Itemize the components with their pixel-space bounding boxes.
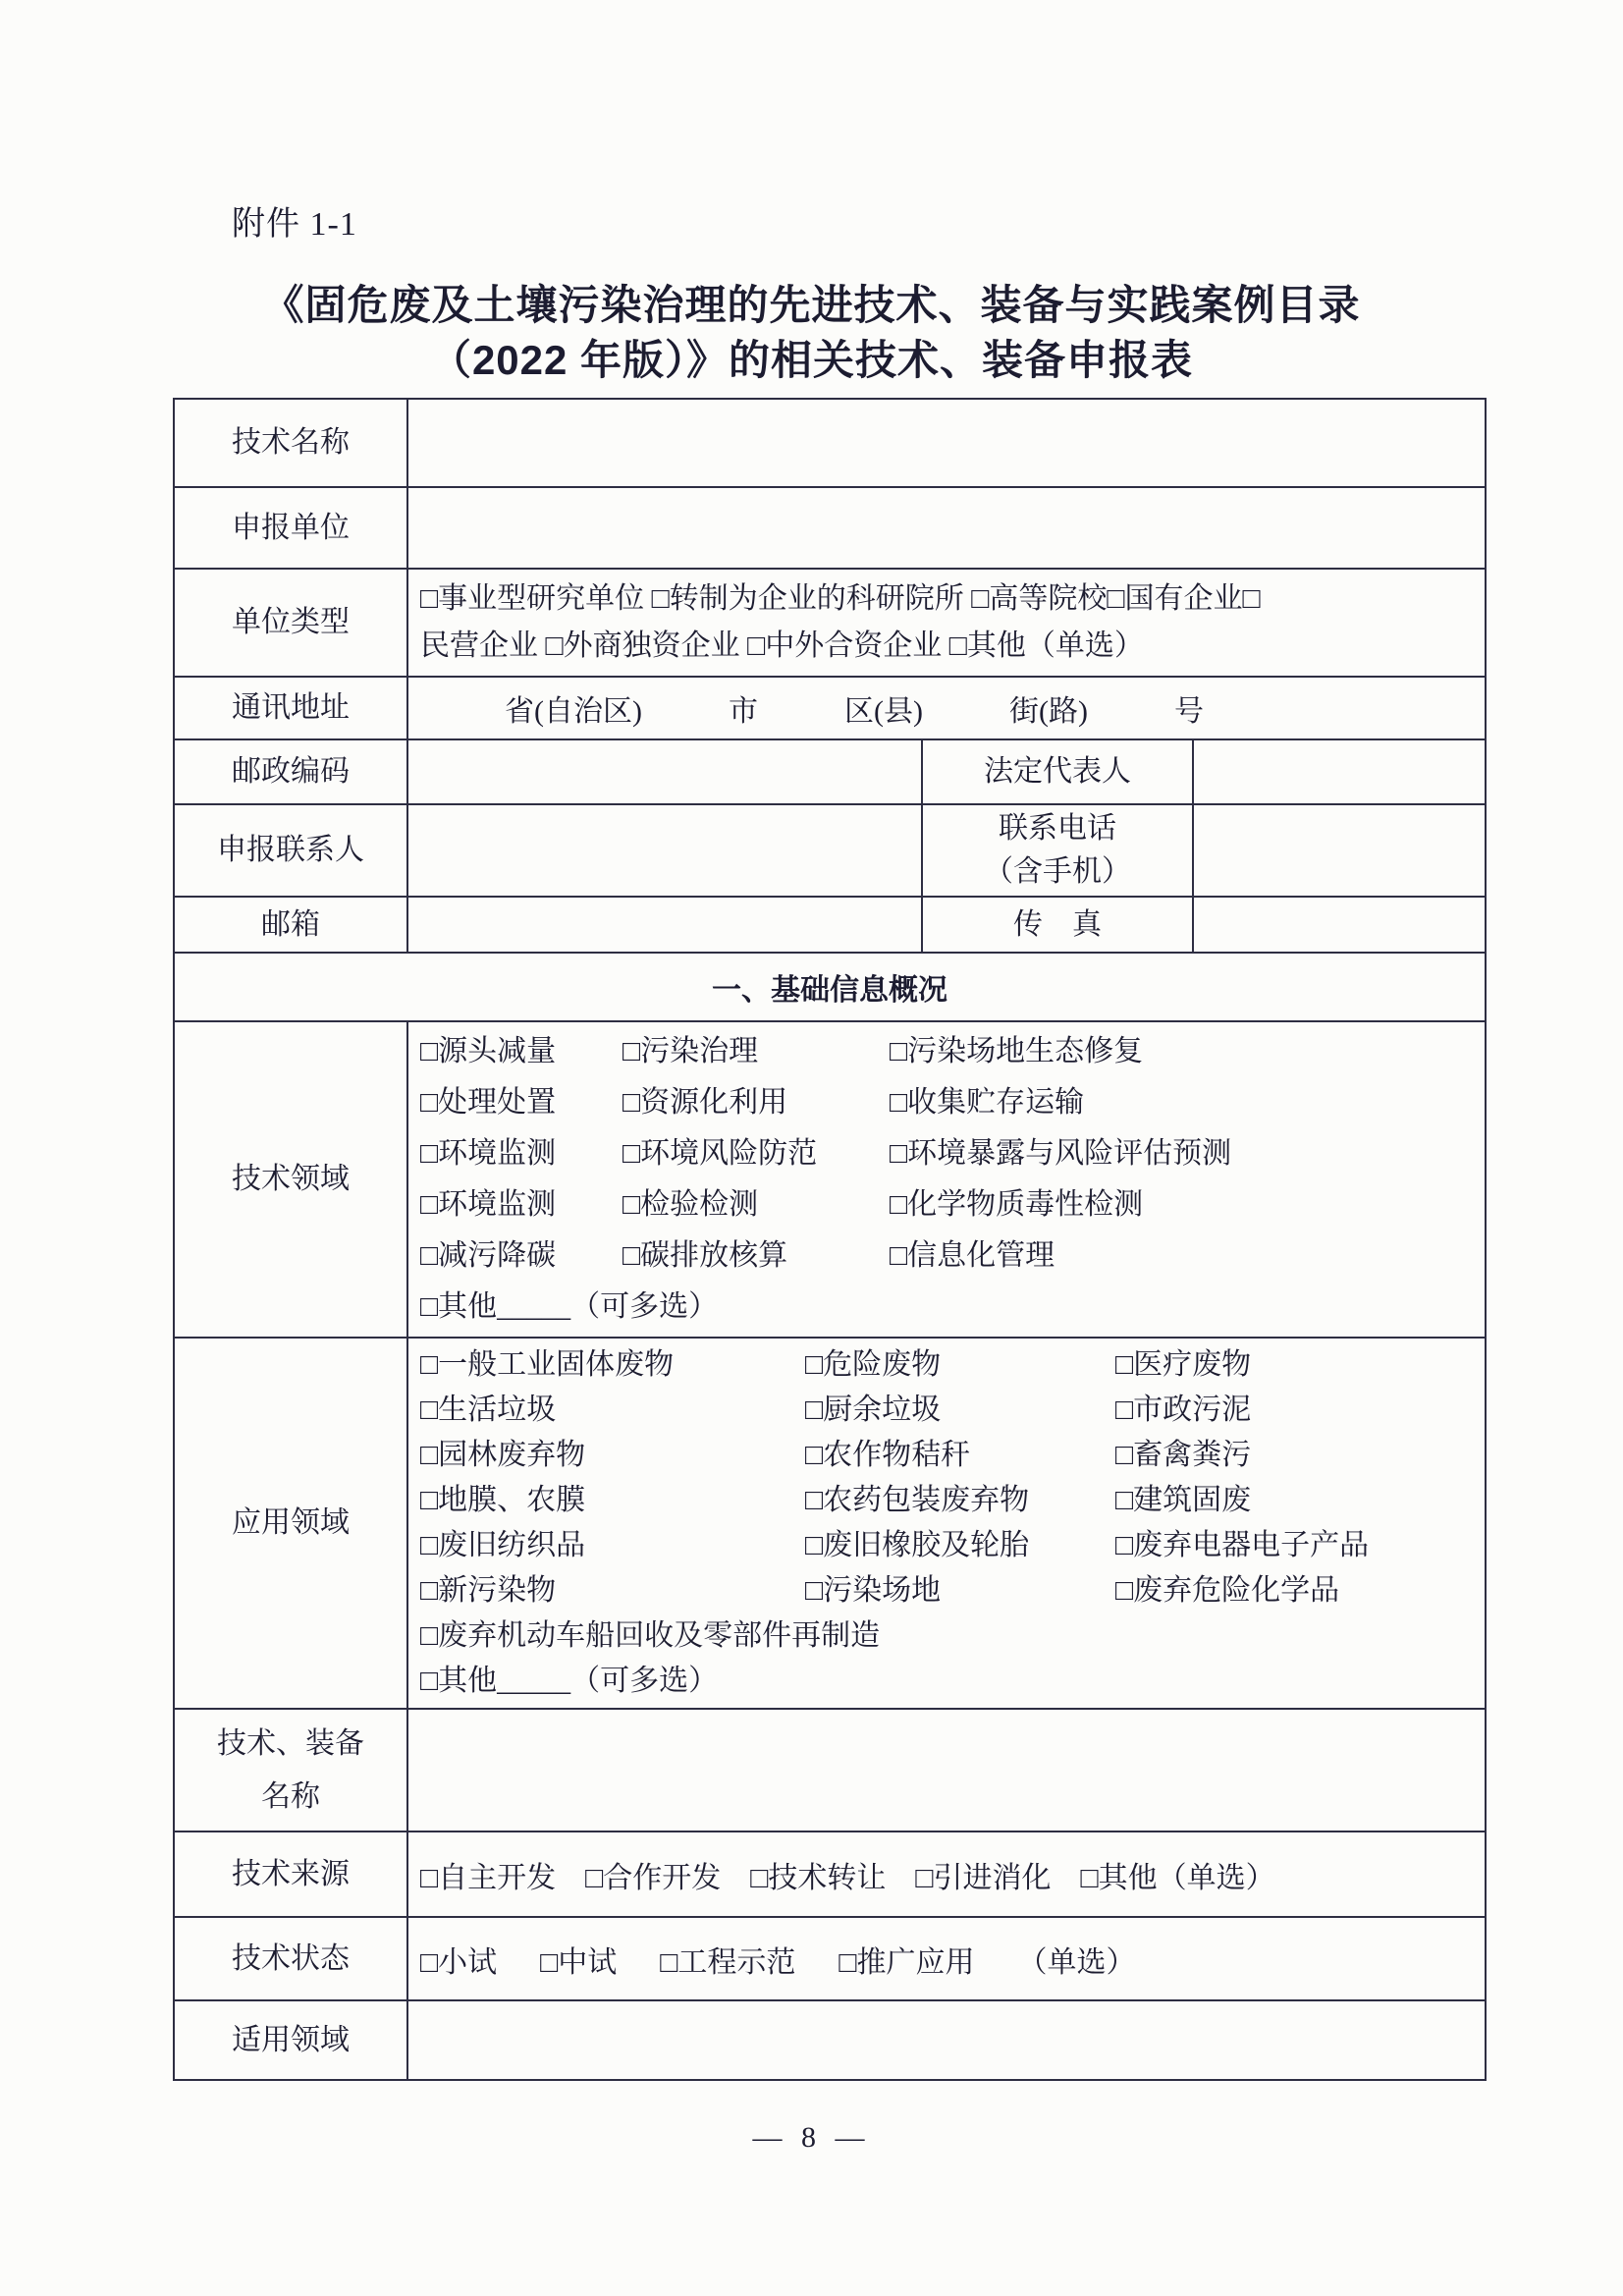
legal-rep-value-cell: [1193, 739, 1486, 804]
checkbox-option: □环境风险防范: [622, 1137, 818, 1170]
checkbox-option: □废旧纺织品: [420, 1529, 586, 1561]
checkbox-option: □碳排放核算: [622, 1239, 788, 1272]
checkbox-option: □资源化利用: [622, 1086, 788, 1119]
checkbox-option: □环境暴露与风险评估预测: [890, 1137, 1232, 1170]
attachment-label: 附件 1-1: [232, 206, 357, 243]
checkbox-option: □检验检测: [622, 1188, 759, 1221]
contact-value-cell: [407, 804, 922, 897]
checkbox-option: □减污降碳: [420, 1239, 557, 1272]
checkbox-option-row: [420, 1026, 1473, 1077]
tech-field-label: 技术领域: [174, 1021, 407, 1338]
row-tech-equip-name: [174, 1709, 1486, 1831]
legal-rep-label: 法定代表人: [922, 739, 1193, 804]
unit-type-label: 单位类型: [174, 569, 407, 677]
fax-label: 传 真: [922, 897, 1193, 953]
document-title-line1: 《固危废及土壤污染治理的先进技术、装备与实践案例目录: [262, 282, 1361, 328]
tech-equip-name-label-line1: 技术、装备: [217, 1726, 364, 1760]
form-blank-text: 省(自治区): [505, 695, 642, 728]
checkbox-option-row: [420, 1282, 1473, 1333]
tech-source-label: 技术来源: [174, 1831, 407, 1917]
row-tech-source: [174, 1831, 1486, 1917]
page-number: — 8 —: [752, 2121, 871, 2154]
tech-equip-name-label: [174, 1709, 407, 1831]
checkbox-option: □源头减量: [420, 1035, 557, 1067]
checkbox-option: □小试: [420, 1945, 498, 1979]
row-applicant: [174, 487, 1486, 569]
checkbox-option: □收集贮存运输: [890, 1086, 1085, 1119]
checkbox-option-row: [420, 1433, 1473, 1478]
row-app-field: [174, 1338, 1486, 1709]
checkbox-option: □厨余垃圾: [805, 1394, 942, 1426]
checkbox-option: □危险废物: [805, 1348, 942, 1381]
row-tech-status: [174, 1917, 1486, 2000]
checkbox-option: □一般工业固体废物: [420, 1348, 675, 1381]
app-field-label: 应用领域: [174, 1338, 407, 1709]
row-applicable-field: [174, 2000, 1486, 2080]
applicable-field-value-cell: [407, 2000, 1486, 2080]
email-value-cell: [407, 897, 922, 953]
row-section1-header: [174, 953, 1486, 1021]
checkbox-option: □污染场地生态修复: [890, 1035, 1144, 1067]
tech-equip-name-value-cell: [407, 1709, 1486, 1831]
checkbox-option: □自主开发: [420, 1861, 557, 1894]
fax-value-cell: [1193, 897, 1486, 953]
checkbox-option: □地膜、农膜: [420, 1484, 586, 1516]
checkbox-option: □引进消化: [915, 1861, 1052, 1894]
checkbox-option-row: [420, 1659, 1473, 1704]
tech-field-options-cell: [407, 1021, 1486, 1338]
checkbox-option: □污染治理: [622, 1035, 759, 1067]
checkbox-option: □污染场地: [805, 1574, 942, 1607]
row-tech-field: [174, 1021, 1486, 1338]
checkbox-option: □建筑固废: [1115, 1484, 1252, 1516]
form-blank-text: 号: [1173, 695, 1204, 728]
checkbox-option-row: [420, 1230, 1473, 1282]
tech-source-options-cell: [407, 1831, 1486, 1917]
app-field-options: [420, 1342, 1473, 1704]
applicant-label: 申报单位: [174, 487, 407, 569]
checkbox-option: □畜禽粪污: [1115, 1439, 1252, 1471]
applicable-field-label: 适用领域: [174, 2000, 407, 2080]
document-title: [0, 278, 1623, 388]
row-postcode-legalrep: [174, 739, 1486, 804]
checkbox-option: □工程示范: [660, 1945, 796, 1979]
row-tech-name: [174, 399, 1486, 487]
checkbox-option-row: [420, 1613, 1473, 1659]
checkbox-option: □信息化管理: [890, 1239, 1055, 1272]
checkbox-option: □废弃电器电子产品: [1115, 1529, 1370, 1561]
unit-type-options-line1: □事业型研究单位 □转制为企业的科研院所 □高等院校□国有企业□: [420, 582, 1261, 615]
checkbox-option: □环境监测: [420, 1137, 557, 1170]
form-blank-text: （单选）: [1017, 1945, 1136, 1979]
checkbox-option: □技术转让: [750, 1861, 887, 1894]
checkbox-option-row: [420, 1077, 1473, 1128]
phone-label-line2: （含手机）: [984, 855, 1131, 888]
checkbox-option-row: [420, 1179, 1473, 1230]
checkbox-option: □农药包装废弃物: [805, 1484, 1030, 1516]
checkbox-option-row: [420, 1388, 1473, 1433]
contact-label: 申报联系人: [174, 804, 407, 897]
checkbox-option-row: [420, 1128, 1473, 1179]
tech-name-label: 技术名称: [174, 399, 407, 487]
tech-status-label: 技术状态: [174, 1917, 407, 2000]
phone-value-cell: [1193, 804, 1486, 897]
checkbox-option: □化学物质毒性检测: [890, 1188, 1144, 1221]
checkbox-option: □市政污泥: [1115, 1394, 1252, 1426]
checkbox-option: □推广应用: [839, 1945, 975, 1979]
tech-field-options: [420, 1026, 1473, 1333]
checkbox-option-row: [420, 1523, 1473, 1568]
checkbox-option: □其他（单选）: [1080, 1861, 1275, 1894]
app-field-options-cell: [407, 1338, 1486, 1709]
checkbox-option: □新污染物: [420, 1574, 557, 1607]
tech-status-options: [420, 1938, 1473, 1981]
address-label: 通讯地址: [174, 677, 407, 739]
checkbox-option: □生活垃圾: [420, 1394, 557, 1426]
document-title-line2: （2022 年版）》的相关技术、装备申报表: [429, 337, 1194, 383]
checkbox-option: □其他_____（可多选）: [420, 1290, 719, 1323]
checkbox-option: □环境监测: [420, 1188, 557, 1221]
tech-source-options: [420, 1853, 1473, 1896]
checkbox-option: □处理处置: [420, 1086, 557, 1119]
unit-type-options-cell: [407, 569, 1486, 677]
email-label: 邮箱: [174, 897, 407, 953]
postcode-label: 邮政编码: [174, 739, 407, 804]
phone-label-line1: 联系电话: [999, 812, 1116, 845]
form-blank-text: 街(路): [1008, 695, 1088, 728]
row-address: [174, 677, 1486, 739]
checkbox-option-row: [420, 1342, 1473, 1388]
checkbox-option: □废弃机动车船回收及零部件再制造: [420, 1619, 881, 1652]
row-email-fax: [174, 897, 1486, 953]
tech-name-value-cell: [407, 399, 1486, 487]
applicant-value-cell: [407, 487, 1486, 569]
checkbox-option: □合作开发: [585, 1861, 722, 1894]
checkbox-option-row: [420, 1568, 1473, 1613]
section1-title: 一、基础信息概况: [174, 953, 1486, 1021]
checkbox-option: □医疗废物: [1115, 1348, 1252, 1381]
row-unit-type: [174, 569, 1486, 677]
postcode-value-cell: [407, 739, 922, 804]
address-value-cell: [407, 677, 1486, 739]
checkbox-option: □其他_____（可多选）: [420, 1665, 719, 1697]
checkbox-option: □废旧橡胶及轮胎: [805, 1529, 1030, 1561]
form-blank-text: 市: [728, 695, 758, 728]
application-form-table: [173, 398, 1487, 2081]
checkbox-option: □园林废弃物: [420, 1439, 586, 1471]
tech-equip-name-label-line2: 名称: [261, 1779, 320, 1813]
unit-type-options-line2: 民营企业 □外商独资企业 □中外合资企业 □其他（单选）: [420, 629, 1144, 662]
checkbox-option-row: [420, 1478, 1473, 1523]
checkbox-option: □废弃危险化学品: [1115, 1574, 1340, 1607]
address-template: [420, 686, 1473, 730]
tech-status-options-cell: [407, 1917, 1486, 2000]
checkbox-option: □中试: [540, 1945, 618, 1979]
form-blank-text: 区(县): [843, 695, 923, 728]
checkbox-option: □农作物秸秆: [805, 1439, 971, 1471]
row-contact-phone: [174, 804, 1486, 897]
phone-label: [922, 804, 1193, 897]
